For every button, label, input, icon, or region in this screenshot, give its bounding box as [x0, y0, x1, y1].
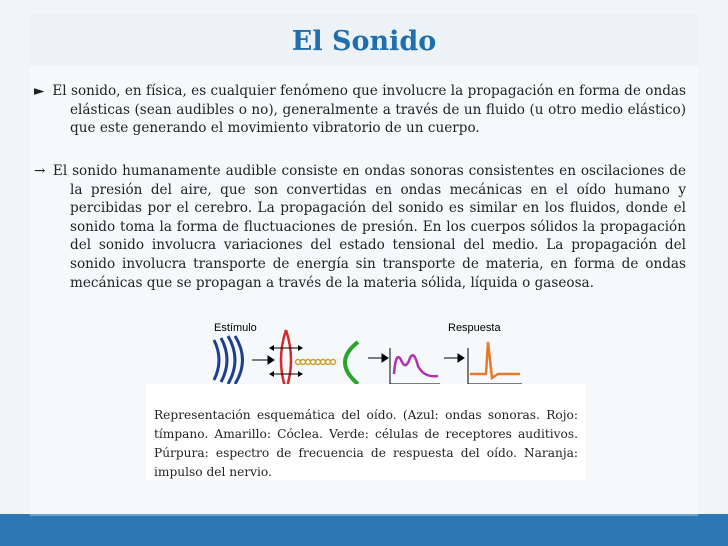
- diagram-caption: Representación esquemática del oído. (Azul: ondas sonoras. Rojo: tímpano. Amarillo: Cóclea. Verde: células de receptores auditivos. Púrpura: espectro de frecuencia de respuesta del oído. Naranja: impulso del nervio.: [154, 408, 578, 479]
- bullet-arrow-icon: →: [34, 163, 46, 179]
- paragraph-definition: [34, 82, 686, 138]
- footer-bar: [0, 514, 728, 546]
- frequency-spectrum-icon: [390, 348, 440, 384]
- slide-title: El Sonido: [291, 26, 437, 57]
- arrow-icon: [252, 356, 274, 364]
- cochlea-icon: [296, 360, 336, 365]
- ear-diagram: [206, 318, 536, 394]
- nerve-impulse-icon: [468, 342, 522, 384]
- receptor-cells-icon: [345, 342, 358, 384]
- paragraph-audible-sound-text: El sonido humanamente audible consiste en ondas sonoras consistentes en oscilaciones de la presión del aire, que son convertidas en ondas mecánicas en el oído humano y percibidas por el cerebro. La propagación del sonido es similar en los fluidos, donde el sonido toma la forma de fluctuaciones de presión. En los cuerpos sólidos la propagación del sonido involucra variaciones del estado tensional del medio. La propagación del sonido involucra transporte de energía sin transporte de materia, en forma de ondas mecánicas que se propagan a través de la materia sólida, líquida o gaseosa.: [52, 163, 686, 291]
- diagram-caption-box: [146, 384, 586, 480]
- bullet-triangle-icon: ►: [34, 83, 45, 99]
- arrow-icon: [444, 354, 464, 362]
- sound-waves-icon: [214, 336, 243, 384]
- diagram-label-stimulus: Estímulo: [214, 322, 257, 334]
- paragraph-audible-sound: [34, 162, 686, 292]
- paragraph-definition-text: El sonido, en física, es cualquier fenómeno que involucre la propagación en forma de ondas elásticas (sean audibles o no), generalmente a través de un fluido (u otro medio elástico) que este generando el movimiento vibratorio de un cuerpo.: [52, 83, 686, 137]
- arrow-icon: [368, 354, 388, 362]
- diagram-label-response: Respuesta: [448, 322, 501, 334]
- footer-divider: [30, 514, 698, 516]
- ear-diagram-graphic: [206, 318, 536, 394]
